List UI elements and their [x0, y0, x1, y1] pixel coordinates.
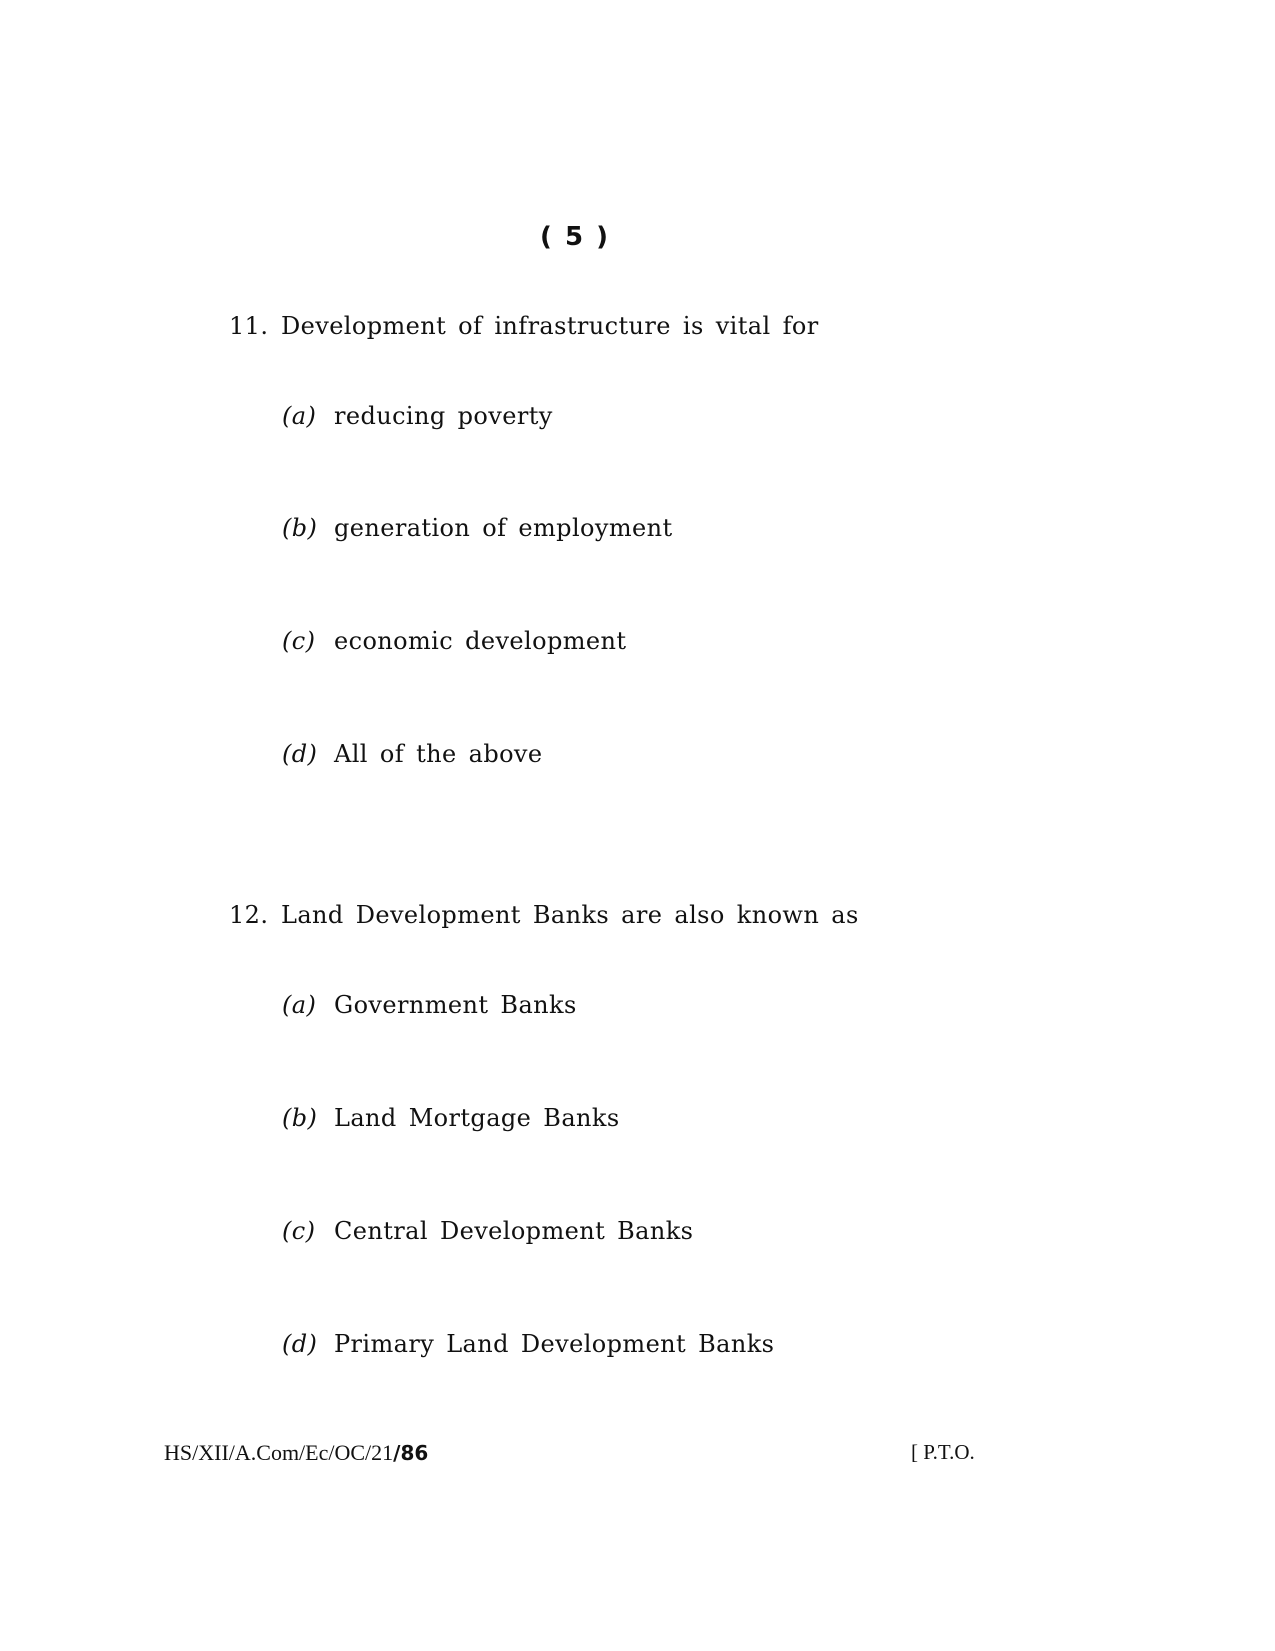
question-12-option-b	[282, 1104, 620, 1132]
question-number: 12.	[229, 901, 269, 929]
question-number: 11.	[229, 312, 269, 340]
option-label: (d)	[282, 1330, 318, 1358]
option-text: economic development	[334, 627, 627, 655]
option-text: Land Mortgage Banks	[334, 1104, 620, 1132]
question-11-option-c	[282, 627, 626, 655]
question-12-option-a	[282, 991, 577, 1019]
question-text: Development of infrastructure is vital for	[281, 312, 819, 340]
option-label: (c)	[282, 1217, 316, 1245]
option-label: (c)	[282, 627, 316, 655]
option-text: Primary Land Development Banks	[334, 1330, 775, 1358]
option-label: (b)	[282, 514, 318, 542]
question-11-option-d	[282, 740, 543, 768]
option-label: (b)	[282, 1104, 318, 1132]
option-label: (a)	[282, 991, 317, 1019]
question-12	[229, 901, 859, 929]
option-label: (a)	[282, 402, 317, 430]
question-11	[229, 312, 819, 340]
option-text: Government Banks	[334, 991, 577, 1019]
question-text: Land Development Banks are also known as	[281, 901, 859, 929]
paper-code	[164, 1440, 428, 1466]
paper-code-prefix: HS/XII/A.Com/Ec/OC/21	[164, 1440, 394, 1465]
question-11-option-b	[282, 514, 673, 542]
option-text: All of the above	[334, 740, 543, 768]
question-12-option-d	[282, 1330, 774, 1358]
page-number: ( 5 )	[540, 222, 610, 252]
option-text: generation of employment	[334, 514, 673, 542]
option-label: (d)	[282, 740, 318, 768]
pto-marker: [ P.T.O.	[911, 1440, 975, 1464]
option-text: Central Development Banks	[334, 1217, 694, 1245]
question-11-option-a	[282, 402, 553, 430]
option-text: reducing poverty	[334, 402, 553, 430]
paper-code-suffix: /86	[393, 1441, 429, 1465]
question-12-option-c	[282, 1217, 693, 1245]
